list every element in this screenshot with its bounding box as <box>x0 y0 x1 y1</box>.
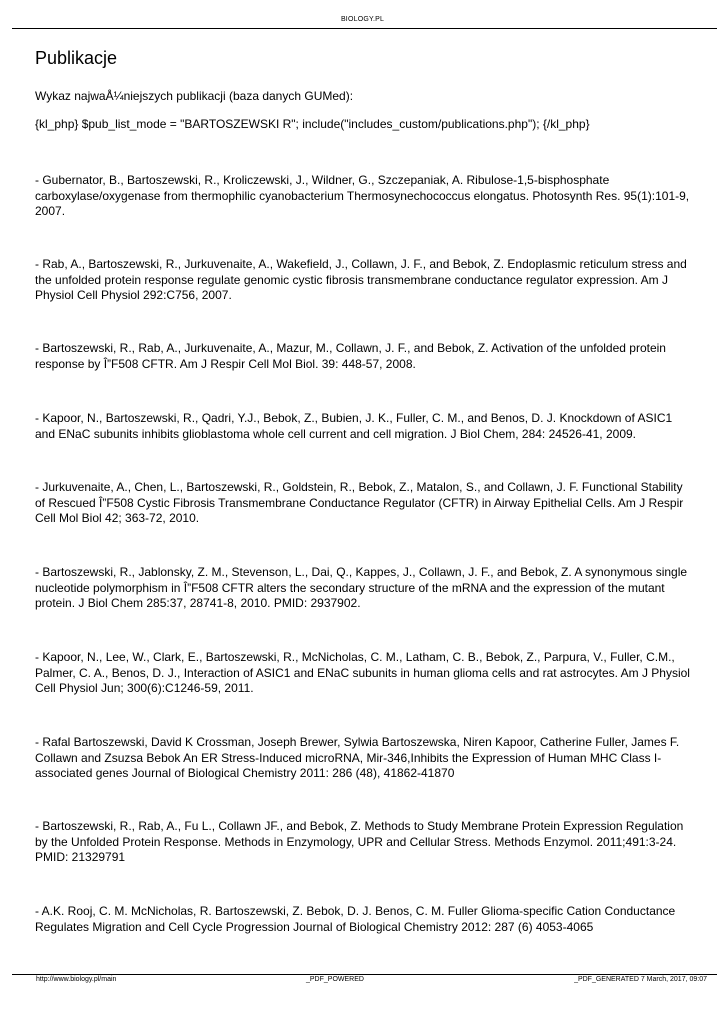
publication-item: - Bartoszewski, R., Rab, A., Jurkuvenaite, A., Mazur, M., Collawn, J. F., and Bebok, Z. Activation of the unfolded protein response by Î”F508 CFTR. Am J Respir Cell Mol Biol. 39: 448-57, 2008. <box>35 341 666 371</box>
publication-item: - A.K. Rooj, C. M. McNicholas, R. Bartoszewski, Z. Bebok, D. J. Benos, C. M. Fuller Glioma-specific Cation Conductance Regulates Migration and Cell Cycle Progression Journal of Biological Chemistry 2012: 287 (6) 4053-4065 <box>35 904 676 934</box>
footer-url-link[interactable]: http://www.biology.pl/main <box>36 976 117 983</box>
publication-item: - Bartoszewski, R., Rab, A., Fu L., Collawn JF., and Bebok, Z. Methods to Study Membrane Protein Expression Regulation by the Unfolded Protein Response. Methods in Enzymology, UPR and Cellular Stress. Methods Enzymol. 2011;491:3-24. PMID: 21329791 <box>35 819 684 864</box>
footer-divider <box>12 974 717 975</box>
footer-generated-text: _PDF_GENERATED 7 March, 2017, 09:07 <box>574 976 707 983</box>
publication-item: - Kapoor, N., Bartoszewski, R., Qadri, Y.J., Bebok, Z., Bubien, J. K., Fuller, C. M., and Benos, D. J. Knockdown of ASIC1 and ENaC subunits inhibits glioblastoma whole cell current and cell migration. J Biol Chem, 284: 24526-41, 2009. <box>35 411 673 441</box>
publication-item: - Rab, A., Bartoszewski, R., Jurkuvenaite, A., Wakefield, J., Collawn, J. F., and Bebok, Z. Endoplasmic reticulum stress and the unfolded protein response regulate genomic cystic fibrosis transmembrane conductance regulator expression. Am J Physiol Cell Physiol 292:C756, 2007. <box>35 257 687 302</box>
publication-item: - Bartoszewski, R., Jablonsky, Z. M., Stevenson, L., Dai, Q., Kappes, J., Collawn, J. F., and Bebok, Z. A synonymous single nucleotide polymorphism in Î”F508 CFTR alters the secondary structure of the mRNA and the expression of the mutant protein. J Biol Chem 285:37, 28741-8, 2010. PMID: 2937902. <box>35 565 688 610</box>
page-title: Publikacje <box>35 48 118 69</box>
publication-item: - Jurkuvenaite, A., Chen, L., Bartoszewski, R., Goldstein, R., Bebok, Z., Matalon, S., and Collawn, J. F. Functional Stability of Rescued Î”F508 Cystic Fibrosis Transmembrane Conductance Regulator (CFTR) in Airway Epithelial Cells. Am J Respir Cell Mol Biol 42; 363-72, 2010. <box>35 480 684 525</box>
footer-powered-text: _PDF_POWERED <box>306 976 364 983</box>
intro-text: Wykaz najwaÅ¼niejszych publikacji (baza danych GUMed): <box>35 89 354 103</box>
publication-item: - Kapoor, N., Lee, W., Clark, E., Bartoszewski, R., McNicholas, C. M., Latham, C. B., Bebok, Z., Parpura, V., Fuller, C.M., Palmer, C. A., Benos, D. J., Interaction of ASIC1 and ENaC subunits in human glioma cells and rat astrocytes. Am J Physiol Cell Physiol Jun; 300(6):C1246-59, 2011. <box>35 650 690 695</box>
header-site-name: BIOLOGY.PL <box>340 16 385 23</box>
publication-item: - Gubernator, B., Bartoszewski, R., Kroliczewski, J., Wildner, G., Szczepaniak, A. Ribulose-1,5-bisphosphate carboxylase/oxygenase from thermophilic cyanobacterium Thermosynechococcus elongatus. Photosynth Res. 95(1):101-9, 2007. <box>35 173 690 218</box>
publication-item: - Rafal Bartoszewski, David K Crossman, Joseph Brewer, Sylwia Bartoszewska, Niren Kapoor, Catherine Fuller, James F. Collawn and Zsuzsa Bebok An ER Stress-Induced microRNA, Mir-346,Inhibits the Expression of Human MHC Class I-associated genes Journal of Biological Chemistry 2011: 286 (48), 41862-41870 <box>35 735 680 780</box>
header-divider <box>12 28 717 29</box>
template-code-text: {kl_php} $pub_list_mode = "BARTOSZEWSKI R"; include("includes_custom/publications.php"); {/kl_php} <box>35 117 590 131</box>
